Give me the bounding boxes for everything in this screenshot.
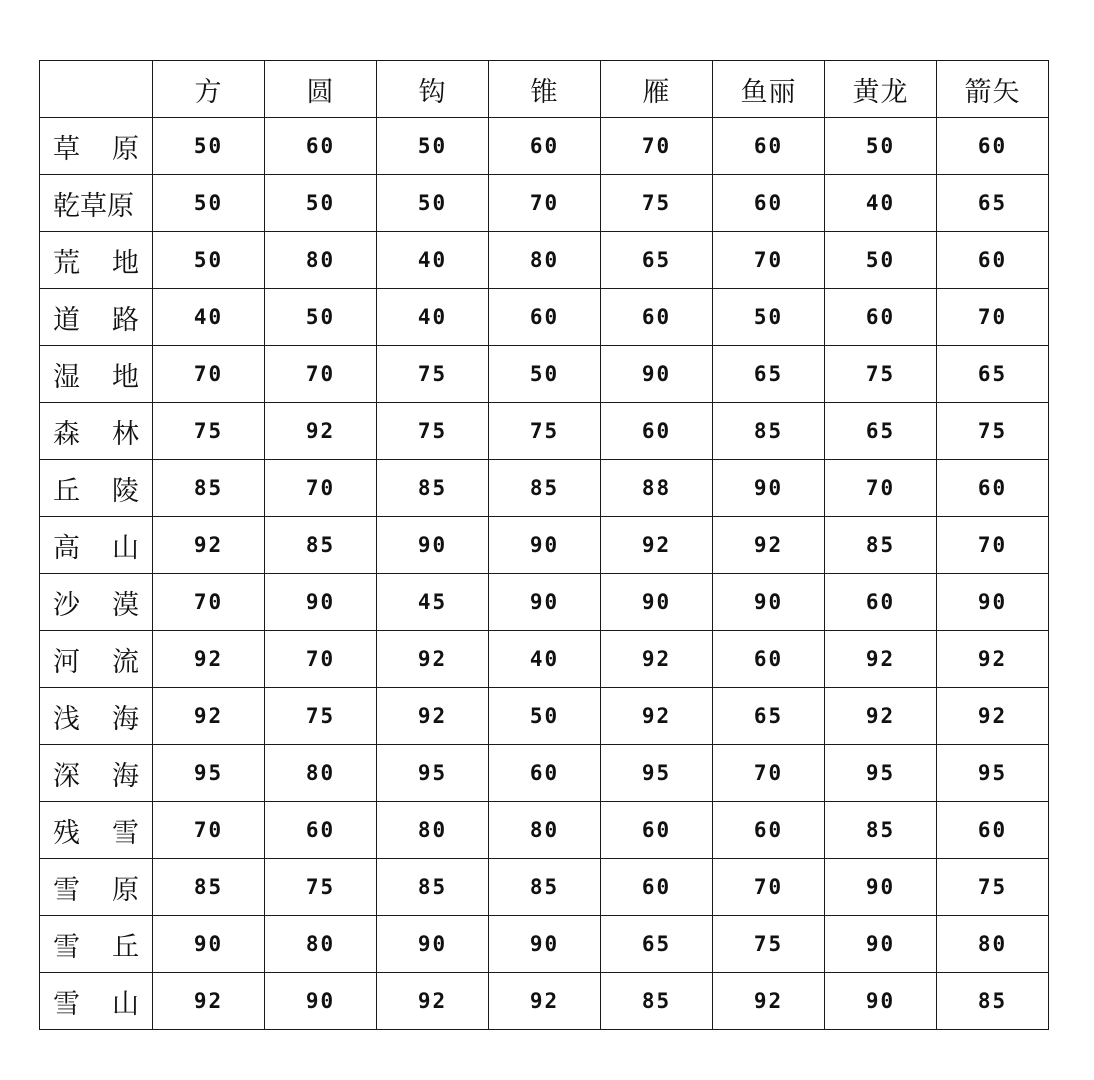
value-cell: 92 [265, 403, 377, 460]
value-cell: 85 [825, 517, 937, 574]
column-header: 方 [153, 61, 265, 118]
row-header-cell [40, 517, 153, 574]
column-header: 黄龙 [825, 61, 937, 118]
row-header-cell [40, 859, 153, 916]
table-row [40, 403, 1049, 460]
value-cell: 95 [153, 745, 265, 802]
terrain-formation-table [39, 60, 1049, 1030]
value-cell: 90 [713, 574, 825, 631]
value-cell: 70 [601, 118, 713, 175]
value-cell: 90 [489, 574, 601, 631]
value-cell: 92 [713, 517, 825, 574]
value-cell: 75 [265, 859, 377, 916]
value-cell: 50 [265, 289, 377, 346]
value-cell: 70 [713, 745, 825, 802]
value-cell: 90 [937, 574, 1049, 631]
terrain-label: 雪原 [53, 874, 139, 906]
value-cell: 60 [265, 802, 377, 859]
value-cell: 75 [265, 688, 377, 745]
row-header-cell [40, 973, 153, 1030]
terrain-label: 沙漠 [53, 589, 139, 621]
value-cell: 75 [713, 916, 825, 973]
value-cell: 60 [713, 802, 825, 859]
table-body [40, 118, 1049, 1030]
value-cell: 90 [377, 517, 489, 574]
table-row [40, 175, 1049, 232]
value-cell: 50 [825, 118, 937, 175]
row-header-cell [40, 175, 153, 232]
value-cell: 70 [825, 460, 937, 517]
value-cell: 50 [377, 175, 489, 232]
value-cell: 70 [937, 289, 1049, 346]
value-cell: 70 [153, 802, 265, 859]
table-row [40, 517, 1049, 574]
value-cell: 40 [377, 232, 489, 289]
row-header-cell [40, 460, 153, 517]
value-cell: 40 [377, 289, 489, 346]
row-header-cell [40, 346, 153, 403]
value-cell: 92 [377, 973, 489, 1030]
value-cell: 65 [601, 232, 713, 289]
value-cell: 80 [937, 916, 1049, 973]
value-cell: 60 [937, 118, 1049, 175]
table-row [40, 631, 1049, 688]
value-cell: 92 [713, 973, 825, 1030]
terrain-label: 湿地 [53, 361, 139, 393]
value-cell: 85 [937, 973, 1049, 1030]
value-cell: 90 [265, 973, 377, 1030]
value-cell: 80 [489, 232, 601, 289]
terrain-label: 草原 [53, 133, 139, 165]
column-header: 雁 [601, 61, 713, 118]
value-cell: 80 [265, 916, 377, 973]
terrain-label: 丘陵 [53, 475, 139, 507]
value-cell: 70 [153, 346, 265, 403]
terrain-label: 荒地 [53, 247, 139, 279]
row-header-cell [40, 289, 153, 346]
value-cell: 80 [377, 802, 489, 859]
value-cell: 60 [937, 802, 1049, 859]
value-cell: 85 [153, 460, 265, 517]
value-cell: 95 [825, 745, 937, 802]
row-header-cell [40, 118, 153, 175]
row-header-cell [40, 745, 153, 802]
value-cell: 92 [601, 631, 713, 688]
value-cell: 60 [489, 118, 601, 175]
value-cell: 92 [153, 688, 265, 745]
value-cell: 85 [153, 859, 265, 916]
table-row [40, 232, 1049, 289]
row-header-cell [40, 403, 153, 460]
row-header-cell [40, 232, 153, 289]
value-cell: 40 [825, 175, 937, 232]
value-cell: 60 [825, 289, 937, 346]
value-cell: 90 [601, 574, 713, 631]
value-cell: 60 [713, 175, 825, 232]
terrain-label: 道路 [53, 304, 139, 336]
value-cell: 88 [601, 460, 713, 517]
value-cell: 70 [489, 175, 601, 232]
value-cell: 80 [265, 232, 377, 289]
column-header: 钩 [377, 61, 489, 118]
value-cell: 92 [825, 631, 937, 688]
table-row [40, 745, 1049, 802]
column-header: 鱼丽 [713, 61, 825, 118]
value-cell: 50 [377, 118, 489, 175]
value-cell: 70 [265, 346, 377, 403]
value-cell: 90 [825, 859, 937, 916]
value-cell: 70 [713, 859, 825, 916]
value-cell: 95 [601, 745, 713, 802]
value-cell: 65 [601, 916, 713, 973]
value-cell: 50 [153, 118, 265, 175]
value-cell: 50 [265, 175, 377, 232]
value-cell: 92 [377, 631, 489, 688]
value-cell: 85 [713, 403, 825, 460]
value-cell: 65 [937, 175, 1049, 232]
value-cell: 92 [377, 688, 489, 745]
value-cell: 92 [153, 517, 265, 574]
value-cell: 60 [937, 232, 1049, 289]
value-cell: 50 [713, 289, 825, 346]
value-cell: 75 [377, 403, 489, 460]
value-cell: 95 [937, 745, 1049, 802]
value-cell: 90 [825, 916, 937, 973]
value-cell: 60 [489, 289, 601, 346]
value-cell: 90 [601, 346, 713, 403]
value-cell: 92 [825, 688, 937, 745]
table-row [40, 973, 1049, 1030]
row-header-cell [40, 631, 153, 688]
value-cell: 65 [713, 346, 825, 403]
table-row [40, 346, 1049, 403]
value-cell: 85 [265, 517, 377, 574]
value-cell: 75 [377, 346, 489, 403]
value-cell: 75 [489, 403, 601, 460]
terrain-formation-table-container [39, 60, 1049, 1020]
value-cell: 92 [937, 688, 1049, 745]
value-cell: 60 [601, 859, 713, 916]
terrain-label: 河流 [53, 646, 139, 678]
corner-cell [40, 61, 153, 118]
column-header: 圆 [265, 61, 377, 118]
value-cell: 85 [825, 802, 937, 859]
value-cell: 75 [601, 175, 713, 232]
header-row [40, 61, 1049, 118]
value-cell: 92 [489, 973, 601, 1030]
value-cell: 95 [377, 745, 489, 802]
table-row [40, 460, 1049, 517]
value-cell: 70 [265, 631, 377, 688]
table-row [40, 688, 1049, 745]
value-cell: 75 [937, 859, 1049, 916]
table-row [40, 859, 1049, 916]
table-row [40, 802, 1049, 859]
value-cell: 90 [825, 973, 937, 1030]
value-cell: 92 [601, 688, 713, 745]
table-row [40, 574, 1049, 631]
value-cell: 90 [265, 574, 377, 631]
value-cell: 92 [601, 517, 713, 574]
value-cell: 75 [937, 403, 1049, 460]
value-cell: 90 [489, 517, 601, 574]
value-cell: 50 [153, 232, 265, 289]
row-header-cell [40, 688, 153, 745]
value-cell: 40 [489, 631, 601, 688]
value-cell: 80 [489, 802, 601, 859]
row-header-cell [40, 802, 153, 859]
value-cell: 70 [713, 232, 825, 289]
value-cell: 50 [489, 688, 601, 745]
table-row [40, 118, 1049, 175]
value-cell: 40 [153, 289, 265, 346]
value-cell: 65 [825, 403, 937, 460]
terrain-label: 高山 [53, 532, 139, 564]
value-cell: 92 [153, 973, 265, 1030]
value-cell: 70 [265, 460, 377, 517]
terrain-label: 雪丘 [53, 931, 139, 963]
value-cell: 60 [489, 745, 601, 802]
value-cell: 60 [601, 289, 713, 346]
value-cell: 65 [937, 346, 1049, 403]
value-cell: 65 [713, 688, 825, 745]
value-cell: 92 [937, 631, 1049, 688]
value-cell: 60 [601, 403, 713, 460]
terrain-label: 乾草原 [53, 190, 134, 222]
value-cell: 90 [377, 916, 489, 973]
terrain-label: 残雪 [53, 817, 139, 849]
value-cell: 70 [937, 517, 1049, 574]
value-cell: 60 [713, 118, 825, 175]
value-cell: 90 [713, 460, 825, 517]
value-cell: 60 [601, 802, 713, 859]
value-cell: 45 [377, 574, 489, 631]
table-row [40, 289, 1049, 346]
value-cell: 75 [153, 403, 265, 460]
value-cell: 50 [489, 346, 601, 403]
value-cell: 60 [713, 631, 825, 688]
value-cell: 90 [153, 916, 265, 973]
value-cell: 75 [825, 346, 937, 403]
value-cell: 60 [937, 460, 1049, 517]
value-cell: 85 [601, 973, 713, 1030]
value-cell: 90 [489, 916, 601, 973]
terrain-label: 浅海 [53, 703, 139, 735]
row-header-cell [40, 574, 153, 631]
value-cell: 60 [265, 118, 377, 175]
terrain-label: 深海 [53, 760, 139, 792]
terrain-label: 森林 [53, 418, 139, 450]
value-cell: 85 [489, 859, 601, 916]
value-cell: 70 [153, 574, 265, 631]
value-cell: 85 [377, 859, 489, 916]
value-cell: 50 [825, 232, 937, 289]
table-row [40, 916, 1049, 973]
value-cell: 80 [265, 745, 377, 802]
value-cell: 85 [377, 460, 489, 517]
value-cell: 85 [489, 460, 601, 517]
value-cell: 50 [153, 175, 265, 232]
value-cell: 60 [825, 574, 937, 631]
value-cell: 92 [153, 631, 265, 688]
terrain-label: 雪山 [53, 988, 139, 1020]
column-header: 锥 [489, 61, 601, 118]
column-header: 箭矢 [937, 61, 1049, 118]
row-header-cell [40, 916, 153, 973]
